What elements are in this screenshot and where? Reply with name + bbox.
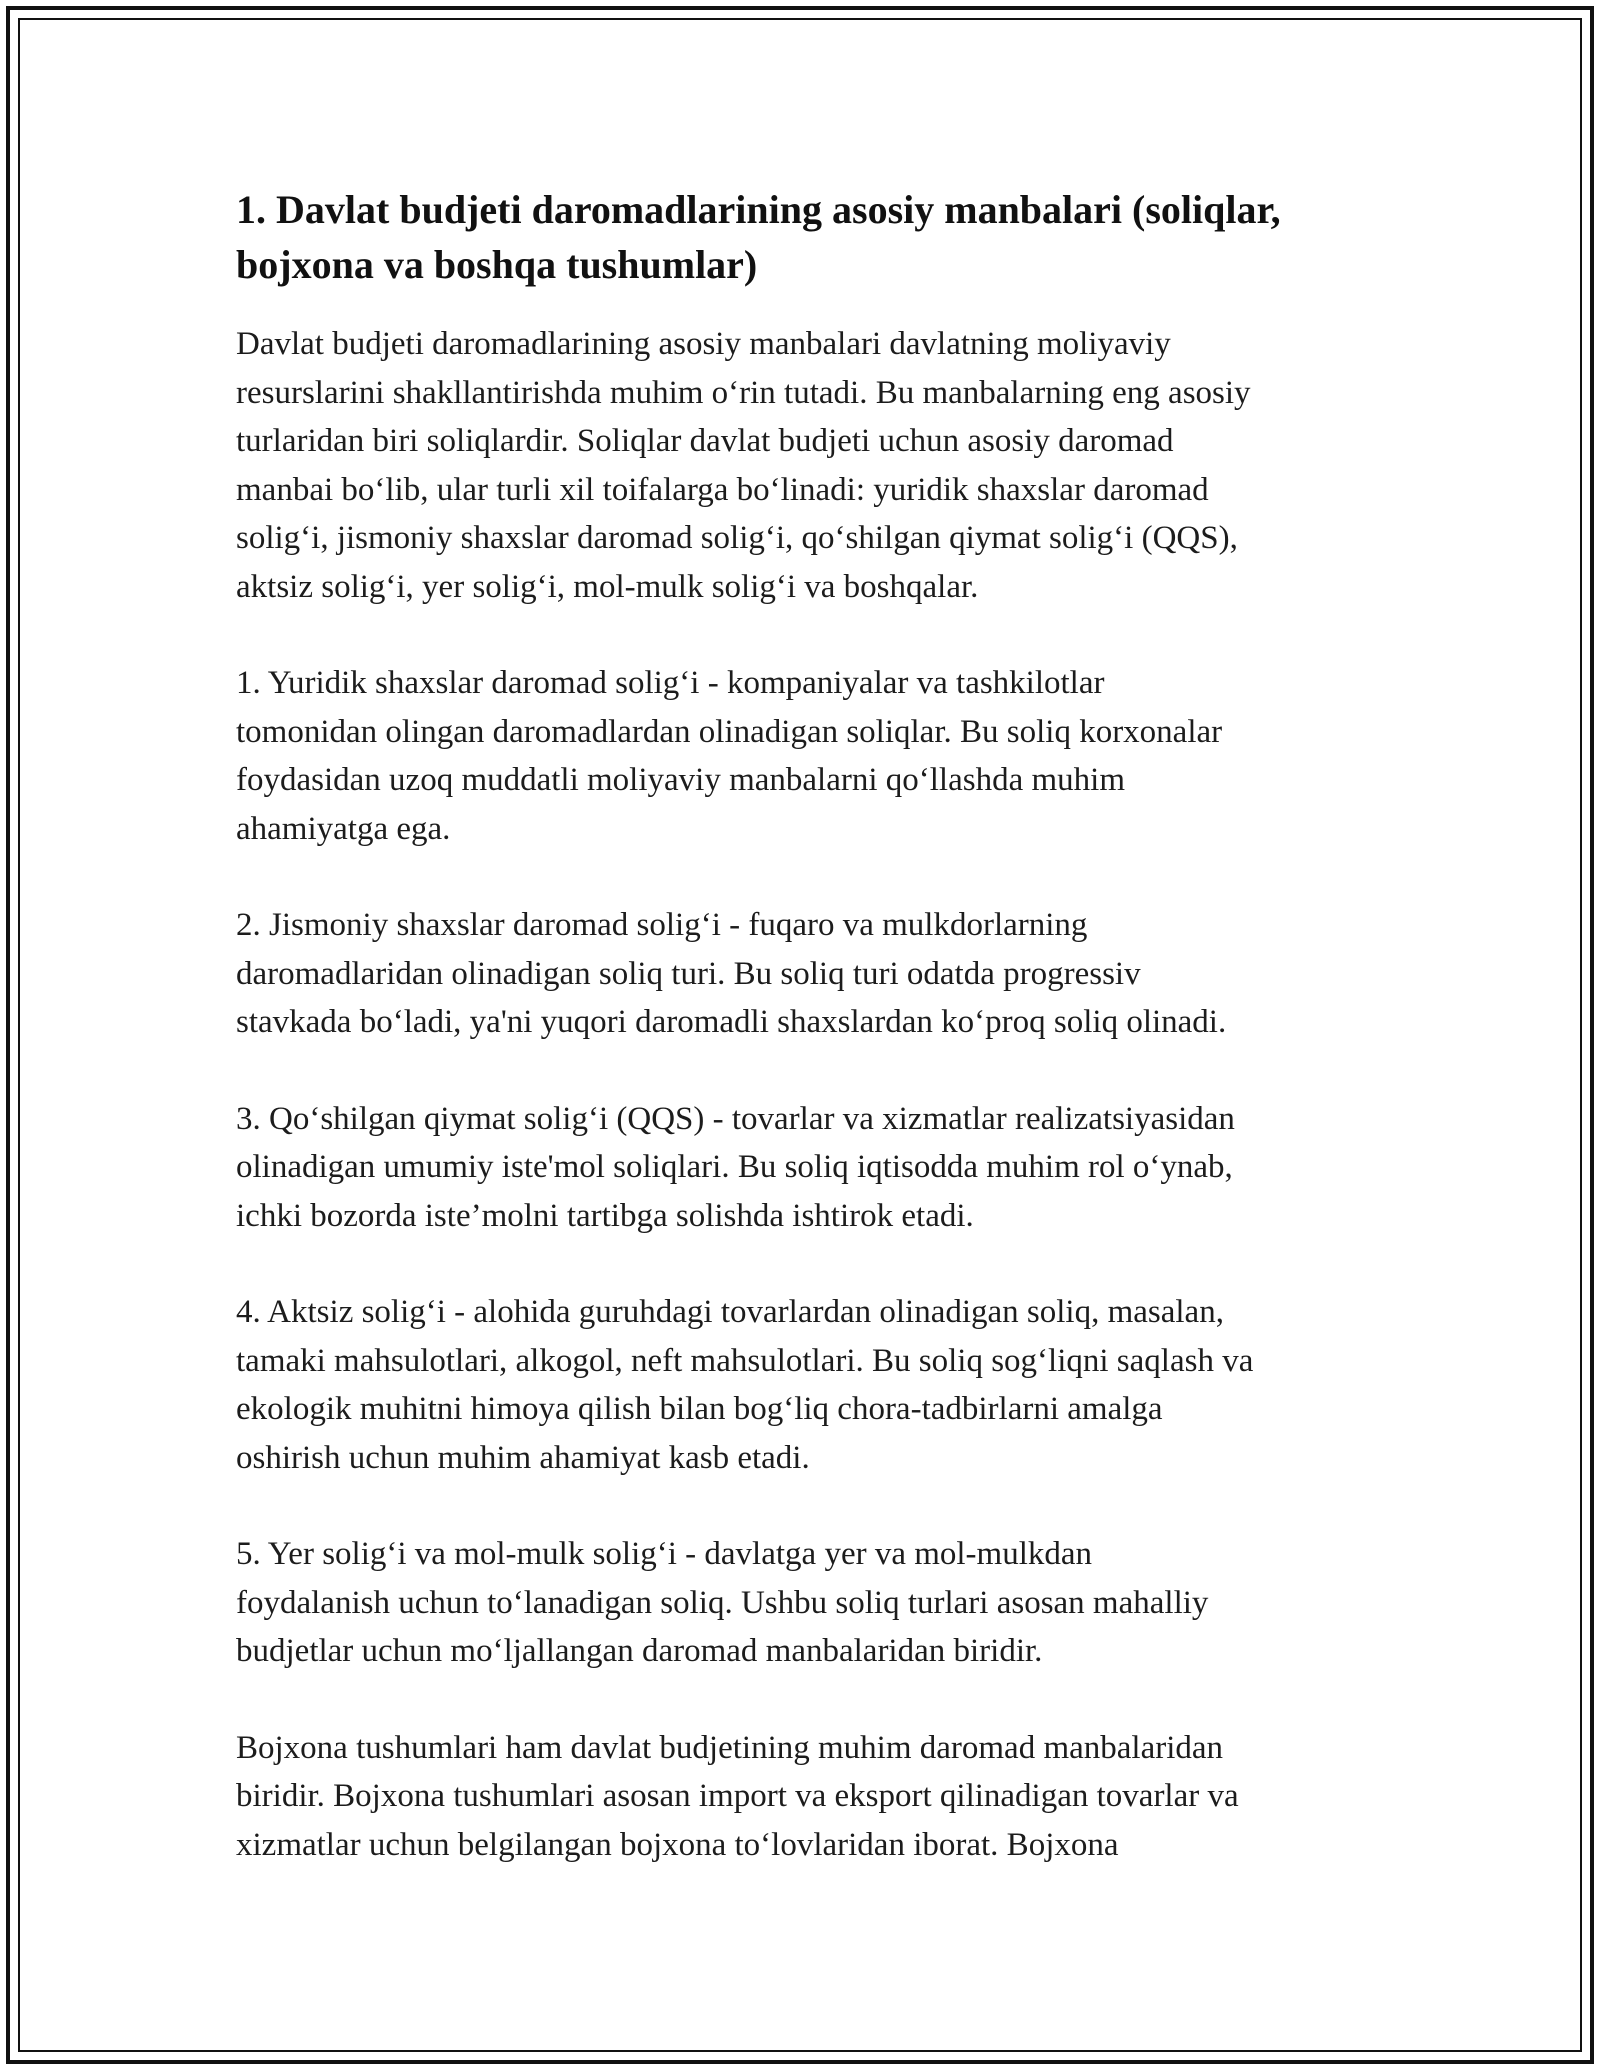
text-line: Bojxona tushumlari ham davlat budjetining muhim daromad manbalaridan <box>236 1729 1224 1766</box>
paragraph-item-5 <box>236 1530 1376 1676</box>
paragraph-intro <box>236 320 1376 611</box>
document-body <box>236 182 1376 1869</box>
section-heading <box>236 182 1376 292</box>
text-line: daromadlaridan olinadigan soliq turi. Bu soliq turi odatda progressiv <box>236 955 1141 992</box>
text-line: oshirish uchun muhim ahamiyat kasb etadi. <box>236 1439 810 1476</box>
paragraph-customs <box>236 1724 1376 1870</box>
text-line: 2. Jismoniy shaxslar daromad solig‘i - fuqaro va mulkdorlarning <box>236 907 1088 943</box>
text-line: 1. Yuridik shaxslar daromad solig‘i - kompaniyalar va tashkilotlar <box>236 665 1105 701</box>
text-line: xizmatlar uchun belgilangan bojxona to‘lovlaridan iborat. Bojxona <box>236 1826 1119 1863</box>
text-line: 5. Yer solig‘i va mol-mulk solig‘i - davlatga yer va mol-mulkdan <box>236 1536 1093 1572</box>
text-line: budjetlar uchun mo‘ljallangan daromad manbalaridan biridir. <box>236 1633 1043 1669</box>
text-line: biridir. Bojxona tushumlari asosan import va eksport qilinadigan tovarlar va <box>236 1778 1239 1814</box>
text-line: foydalanish uchun to‘lanadigan soliq. Ushbu soliq turlari asosan mahalliy <box>236 1584 1209 1621</box>
text-line: Davlat budjeti daromadlarining asosiy manbalari davlatning moliyaviy <box>236 326 1171 362</box>
text-line: olinadigan umumiy iste'mol soliqlari. Bu soliq iqtisodda muhim rol o‘ynab, <box>236 1149 1233 1185</box>
text-line: foydasidan uzoq muddatli moliyaviy manbalarni qo‘llashda muhim <box>236 762 1125 798</box>
text-line: ahamiyatga ega. <box>236 810 451 847</box>
heading-line: 1. Davlat budjeti daromadlarining asosiy manbalari (soliqlar, <box>236 187 1281 232</box>
text-line: ichki bozorda iste’molni tartibga solishda ishtirok etadi. <box>236 1197 974 1234</box>
heading-line: bojxona va boshqa tushumlar) <box>236 242 758 287</box>
text-line: aktsiz solig‘i, yer solig‘i, mol-mulk solig‘i va boshqalar. <box>236 568 979 605</box>
text-line: resurslarini shakllantirishda muhim o‘rin tutadi. Bu manbalarning eng asosiy <box>236 374 1251 411</box>
text-line: turlaridan biri soliqlardir. Soliqlar davlat budjeti uchun asosiy daromad <box>236 423 1174 459</box>
paragraph-item-1 <box>236 659 1376 853</box>
paragraph-item-4 <box>236 1288 1376 1482</box>
text-line: tamaki mahsulotlari, alkogol, neft mahsulotlari. Bu soliq sog‘liqni saqlash va <box>236 1342 1254 1379</box>
text-line: 3. Qo‘shilgan qiymat solig‘i (QQS) - tovarlar va xizmatlar realizatsiyasidan <box>236 1100 1235 1137</box>
text-line: 4. Aktsiz solig‘i - alohida guruhdagi tovarlardan olinadigan soliq, masalan, <box>236 1294 1224 1330</box>
text-line: stavkada bo‘ladi, ya'ni yuqori daromadli shaxslardan ko‘proq soliq olinadi. <box>236 1004 1227 1040</box>
text-line: manbai bo‘lib, ular turli xil toifalarga bo‘linadi: yuridik shaxslar daromad <box>236 471 1209 508</box>
text-line: solig‘i, jismoniy shaxslar daromad solig‘i, qo‘shilgan qiymat solig‘i (QQS), <box>236 520 1238 556</box>
text-line: ekologik muhitni himoya qilish bilan bog‘liq chora-tadbirlarni amalga <box>236 1391 1163 1427</box>
text-line: tomonidan olingan daromadlardan olinadigan soliqlar. Bu soliq korxonalar <box>236 713 1223 750</box>
paragraph-item-3 <box>236 1095 1376 1241</box>
paragraph-item-2 <box>236 901 1376 1047</box>
